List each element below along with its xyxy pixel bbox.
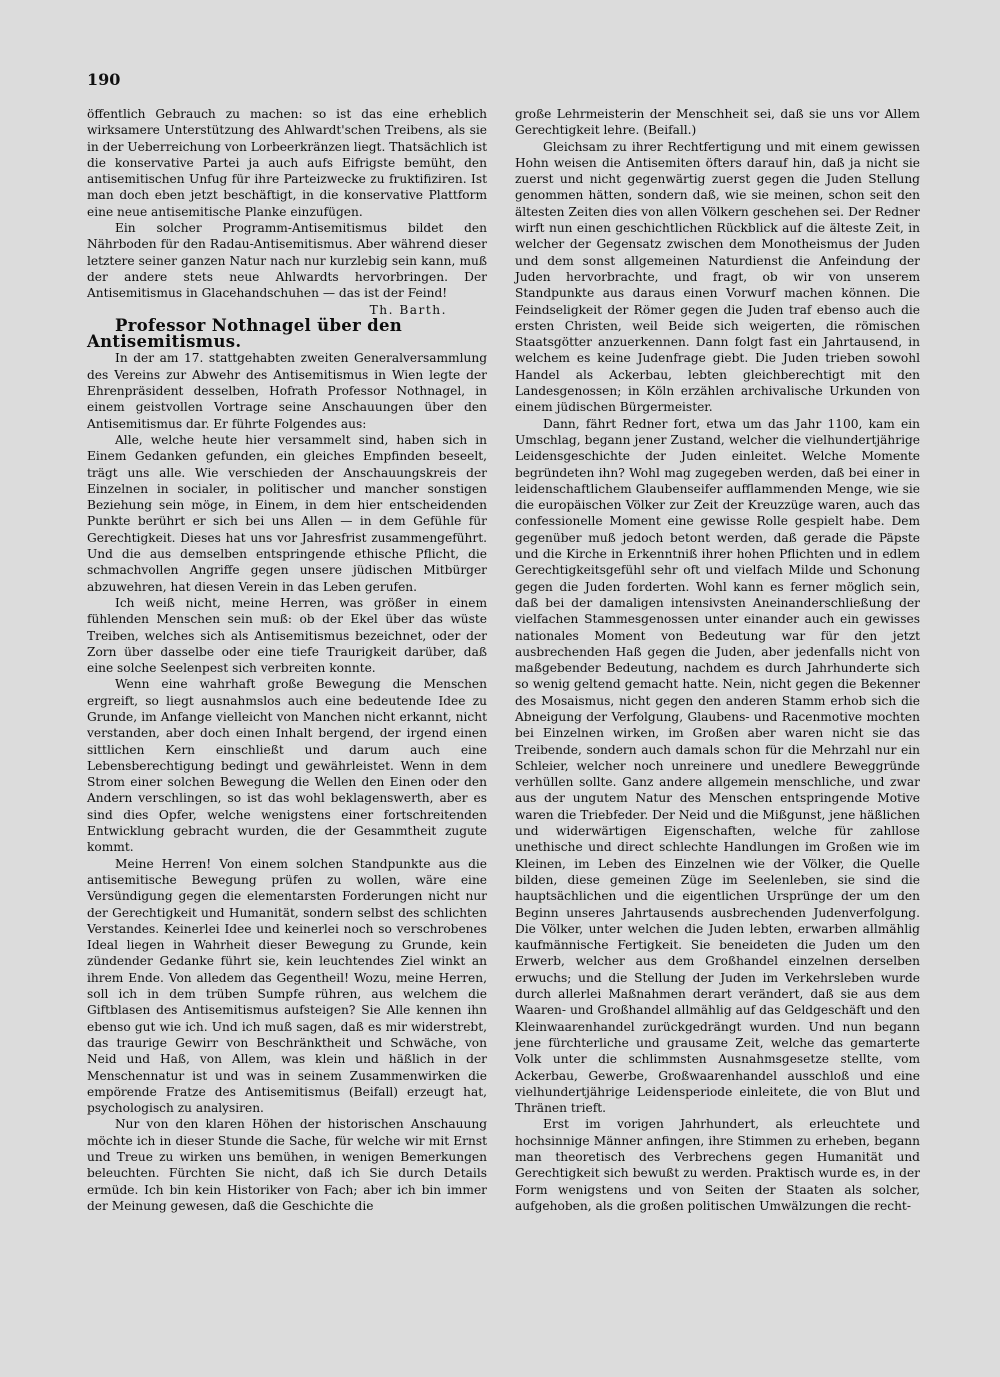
article-paragraph: Gleichsam zu ihrer Rechtfertigung und mit einem gewissen Hohn weisen die Antisemiten öfters darauf hin, daß ja nicht sie zuerst und nicht gegenwärtig zuerst gegen die Juden Stellung genommen hätten, sondern daß, wie sie meinen, schon seit den ältesten Zeiten dies von allen Völkern geschehen sei. Der Redner wirft nun einen geschichtlichen Rückblick auf die älteste Zeit, in welcher der Gegensatz zwischen dem Monotheismus der Juden und dem sonst allgemeinen Naturdienst die Anfeindung der Juden hervorbrachte, und fragt, ob wir von unserem Standpunkte aus daraus einen Vorwurf machen können. Die Feindseligkeit der Römer gegen die Juden traf ebenso auch die ersten Christen, weil Beide sich weigerten, die römischen Staatsgötter anzuerkennen. Dann folgt fast ein Jahrtausend, in welchem es keine Judenfrage giebt. Die Juden trieben sowohl Handel als Ackerbau, lebten gleichberechtigt mit den Landesgenossen; in Köln erzählen archivalische Urkunden von einem jüdischen Bürgermeister. — [515, 139, 920, 415]
page-number: 190 — [87, 70, 121, 89]
article-paragraph: Ich weiß nicht, meine Herren, was größer in einem fühlenden Menschen sein muß: ob der Ekel über das wüste Treiben, welches sich als Antisemitismus bezeichnet, oder der Zorn über dasselbe oder eine tiefe Traurigkeit darüber, daß eine solche Seelenpest sich verbreiten konnte. — [87, 595, 487, 676]
article-paragraph: Wenn eine wahrhaft große Bewegung die Menschen ergreift, so liegt ausnahmslos auch eine bedeutende Idee zu Grunde, im Anfange vielleicht von Manchen nicht erkannt, nicht verstanden, aber doch einen Inhalt bergend, der irgend einen sittlichen Kern einschließt und darum auch eine Lebensberechtigung bedingt und gewährleistet. Wenn in dem Strom einer solchen Bewegung die Wellen den Einen oder den Andern verschlingen, so ist das wohl beklagenswerth, aber es sind dies Opfer, welche wenigstens einer fortschreitenden Entwicklung gebracht wurden, die der Gesammtheit zugute kommt. — [87, 677, 487, 855]
article-paragraph: Meine Herren! Von einem solchen Standpunkte aus die antisemitische Bewegung prüfen zu wollen, wäre eine Versündigung gegen die elementarsten Forderungen nicht nur der Gerechtigkeit und Humanität, sondern selbst des schlichten Verstandes. Keinerlei Idee und keinerlei noch so verschrobenes Ideal liegen in Wahrheit dieser Bewegung zu Grunde, kein zündender Gedanke führt sie, kein leuchtendes Ziel winkt an ihrem Ende. Von alledem das Gegentheil! Wozu, meine Herren, soll ich in dem trüben Sumpfe rühren, aus welchem die Giftblasen des Antisemitismus aufsteigen? Sie Alle kennen ihn ebenso gut wie ich. Und ich muß sagen, daß es mir widerstrebt, das traurige Gewirr von Beschränktheit und Schwäche, von Neid und Haß, von Allem, was klein und häßlich in der Menschennatur ist und was in seinem Zusammenwirken die empörende Fratze des Antisemitismus (Beifall) erzeugt hat, psychologisch zu analysiren. — [87, 856, 487, 1116]
article-paragraph: In der am 17. stattgehabten zweiten Generalversammlung des Vereins zur Abwehr des Antisemitismus in Wien legte der Ehrenpräsident desselben, Hofrath Professor Nothnagel, in einem geistvollen Vortrage seine Anschauungen über den Antisemitismus dar. Er führte Folgendes aus: — [87, 351, 487, 431]
intro-paragraph: öffentlich Gebrauch zu machen: so ist das eine erheblich wirksamere Unterstützung des Ahlwardt'schen Treibens, als sie in der Ueberreichung von Lorbeerkränzen liegt. Thatsächlich ist die konservative Partei ja auch aufs Eifrigste bemüht, den antisemitischen Unfug für ihre Parteizwecke zu fruktifiziren. Ist man doch eben jetzt beschäftigt, in die konservative Plattform eine neue antisemitische Planke einzufügen. — [87, 107, 487, 219]
article-paragraph: Erst im vorigen Jahrhundert, als erleuchtete und hochsinnige Männer anfingen, ihre Stimmen zu erheben, begann man theoretisch des Verbrechens gegen Humanität und Gerechtigkeit sich bewußt zu werden. Praktisch wurde es, in der Form wenigstens und von Seiten der Staaten als solcher, aufgehoben, als die großen politischen Umwälzungen die recht- — [515, 1117, 920, 1213]
article-headline: Professor Nothnagel über den Antisemitismus. — [87, 315, 403, 352]
article-paragraph: Dann, fährt Redner fort, etwa um das Jahr 1100, kam ein Umschlag, begann jener Zustand, welcher die vielhundertjährige Leidensgeschichte der Juden einleitet. Welche Momente begründeten ihn? Wohl mag zugegeben werden, daß bei einer in leidenschaftlichem Glaubenseifer aufflammenden Menge, wie sie die europäischen Völker zur Zeit der Kreuzzüge waren, auch das confessionelle Moment eine gewisse Rolle gespielt habe. Dem gegenüber muß jedoch betont werden, daß gerade die Päpste und die Kirche in Erkenntniß ihrer hohen Pflichten und in edlem Gerechtigkeitsgefühl sehr oft und vielfach Milde und Schonung gegen die Juden forderten. Wohl kann es ferner möglich sein, daß bei der damaligen intensivsten Aneinanderschließung der vielfachen Stammesgenossen unter einander auch ein gewisses nationales Moment von Bedeutung war für den jetzt ausbrechenden Haß gegen die Juden, aber jedenfalls nicht von maßgebender Bedeutung, nachdem es durch Jahrhunderte sich so wenig geltend gemacht hatte. Nein, nicht gegen die Bekenner des Mosaismus, nicht gegen den anderen Stamm erhob sich die Abneigung der Verfolgung, Glaubens- und Racenmotive mochten bei Einzelnen wirken, im Großen aber waren nicht sie das Treibende, sondern auch damals schon für die Mehrzahl nur ein Schleier, welcher noch unreinere und unedlere Beweggründe verhüllen sollte. Ganz andere allgemein menschliche, und zwar aus der ungutem Natur des Menschen entspringende Motive waren die Triebfeder. Der Neid und die Mißgunst, jene häßlichen und widerwärtigen Eigenschaften, welche für zahllose unethische und direct schlechte Handlungen im Großen wie im Kleinen, im Leben des Einzelnen wie der Völker, die Quelle bilden, diese gemeinen Züge im Seelenleben, sie sind die hauptsächlichen und die eigentlichen Ursprünge der um den Beginn unseres Jahrtausends ausbrechenden Judenverfolgung. Die Völker, unter welchen die Juden lebten, erwarben allmählig kaufmännische Fertigkeit. Sie beneideten die Juden um den Erwerb, welcher aus dem Großhandel einzelnen derselben erwuchs; und die Stellung der Juden im Verkehrsleben wurde durch allerlei Maßnahmen derart verändert, daß sie aus dem Waaren- und Großhandel allmählig auf das Geldgeschäft und den Kleinwaarenhandel zurückgedrängt wurden. Und nun begann jene fürchterliche und grausame Zeit, welche das gemarterte Volk unter die schlimmsten Ausnahmsgesetze stellte, vom Ackerbau, Gewerbe, Großwaarenhandel ausschloß und eine vielhundertjährige Leidensperiode einleitete, die von Blut und Thränen trieft. — [515, 416, 921, 1116]
right-column — [515, 106, 920, 1214]
intro-paragraph: Ein solcher Programm-Antisemitismus bildet den Nährboden für den Radau-Antisemitismus. Aber während dieser letztere seiner ganzen Natur nach nur kurzlebig sein kann, muß der andere stets neue Ahlwardts hervorbringen. Der Antisemitismus in Glacehandschuhen — das ist der Feind! — [87, 221, 487, 301]
article-paragraph: große Lehrmeisterin der Menschheit sei, daß sie uns vor Allem Gerechtigkeit lehre. (Beifall.) — [515, 107, 920, 138]
author-signature: Th. Barth. — [369, 302, 447, 317]
article-paragraph: Alle, welche heute hier versammelt sind, haben sich in Einem Gedanken gefunden, ein gleiches Empfinden beseelt, trägt uns alle. Wie verschieden der Anschauungskreis der Einzelnen in socialer, in politischer und mancher sonstigen Beziehung sein möge, in Einem, in dem hier entscheidenden Punkte berührt er sich bei uns Allen — in dem Gefühle für Gerechtigkeit. Dieses hat uns vor Jahresfrist zusammengeführt. Und die aus demselben entspringende ethische Pflicht, die schmachvollen Angriffe gegen unsere jüdischen Mitbürger abzuwehren, hat diesen Verein in das Leben gerufen. — [87, 432, 487, 594]
left-column — [87, 106, 487, 1214]
article-paragraph: Nur von den klaren Höhen der historischen Anschauung möchte ich in dieser Stunde die Sache, für welche wir mit Ernst und Treue zu wirken uns bemühen, in wenigen Bemerkungen beleuchten. Fürchten Sie nicht, daß ich Sie durch Details ermüde. Ich bin kein Historiker von Fach; aber ich bin immer der Meinung gewesen, daß die Geschichte die — [87, 1117, 487, 1213]
